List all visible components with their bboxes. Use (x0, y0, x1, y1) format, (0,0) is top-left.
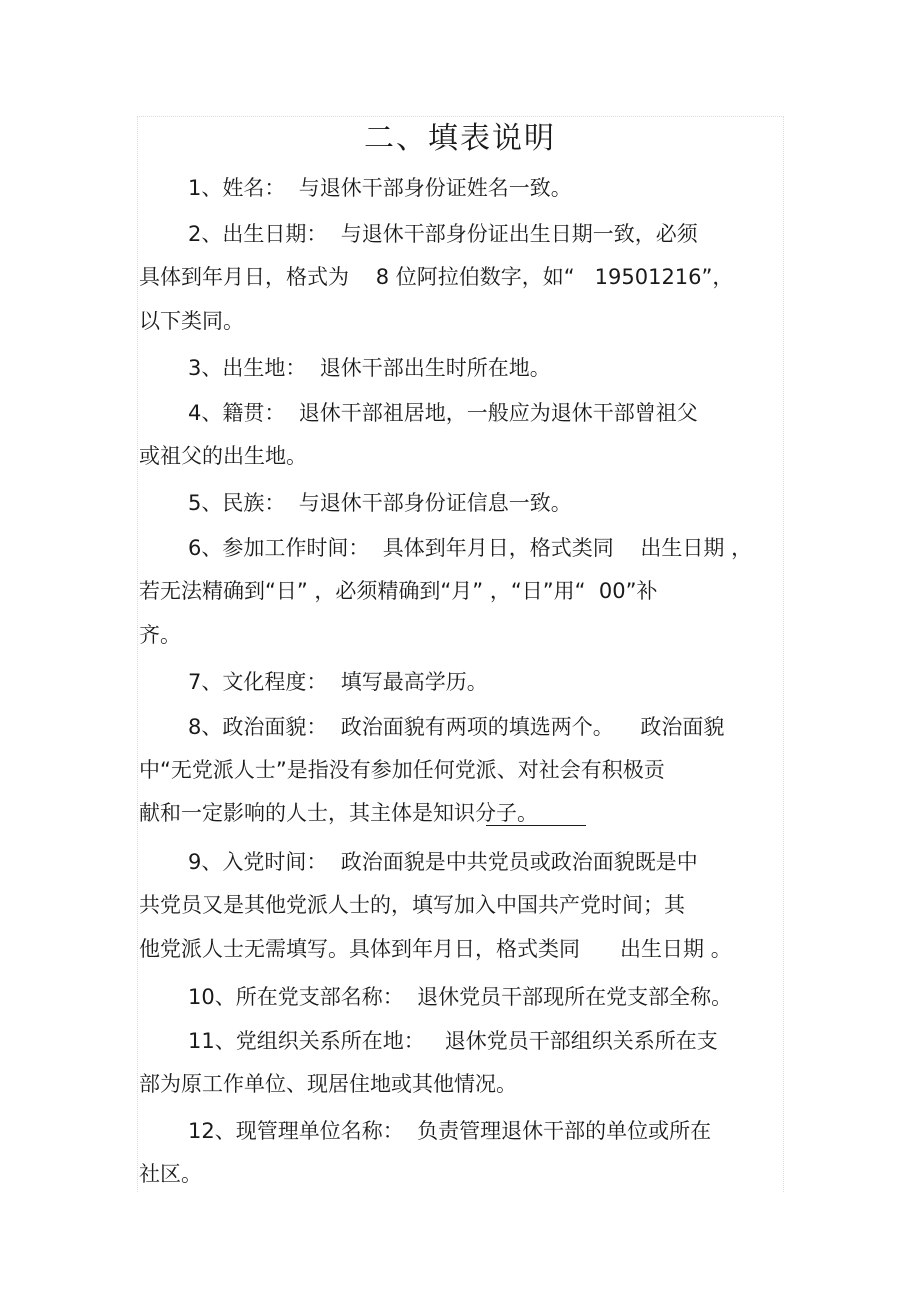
underline-mark (486, 825, 586, 826)
item-4-line-2: 或祖父的出生地。 (139, 444, 307, 468)
item-11-org-relation: 11、党组织关系所在地： 退休党员干部组织关系所在支 (188, 1029, 718, 1053)
item-2-line-2: 具体到年月日，格式为 8 位阿拉伯数字，如“ 19501216”， (139, 265, 734, 289)
item-2-birthdate: 2、出生日期： 与退休干部身份证出生日期一致，必须 (188, 222, 698, 246)
item-4-native-place: 4、籍贯： 退休干部祖居地，一般应为退休干部曾祖父 (188, 401, 698, 425)
item-6-work-start: 6、参加工作时间： 具体到年月日，格式类同 出生日期 ， (188, 536, 753, 560)
item-5-ethnicity: 5、民族： 与退休干部身份证信息一致。 (188, 491, 572, 515)
item-9-party-join-date: 9、入党时间： 政治面貌是中共党员或政治面貌既是中 (188, 850, 698, 874)
item-12-management-unit: 12、现管理单位名称： 负责管理退休干部的单位或所在 (188, 1119, 712, 1143)
item-9-line-2: 共党员又是其他党派人士的，填写加入中国共产党时间；其 (139, 893, 685, 917)
item-8-line-3: 献和一定影响的人士，其主体是知识分子。 (139, 801, 538, 825)
item-3-birthplace: 3、出生地： 退休干部出生时所在地。 (188, 356, 551, 380)
item-1-name: 1、姓名： 与退休干部身份证姓名一致。 (188, 176, 572, 200)
item-12-line-2: 社区。 (139, 1162, 202, 1186)
item-8-line-2: 中“无党派人士”是指没有参加任何党派、对社会有积极贡 (139, 758, 665, 782)
item-6-line-2: 若无法精确到“日” ，必须精确到“月” ，“日”用“ 00”补 (139, 579, 658, 603)
item-8-political-status: 8、政治面貌： 政治面貌有两项的填选两个。 政治面貌 (188, 715, 725, 739)
item-7-education: 7、文化程度： 填写最高学历。 (188, 670, 488, 694)
item-2-line-3: 以下类同。 (139, 309, 244, 333)
item-9-line-3: 他党派人士无需填写。具体到年月日，格式类同 出生日期 。 (139, 937, 732, 961)
page-title: 二、填表说明 (364, 121, 556, 156)
item-6-line-3: 齐。 (139, 623, 181, 647)
item-10-party-branch: 10、所在党支部名称： 退休党员干部现所在党支部全称。 (188, 985, 733, 1009)
item-11-line-2: 部为原工作单位、现居住地或其他情况。 (139, 1072, 517, 1096)
